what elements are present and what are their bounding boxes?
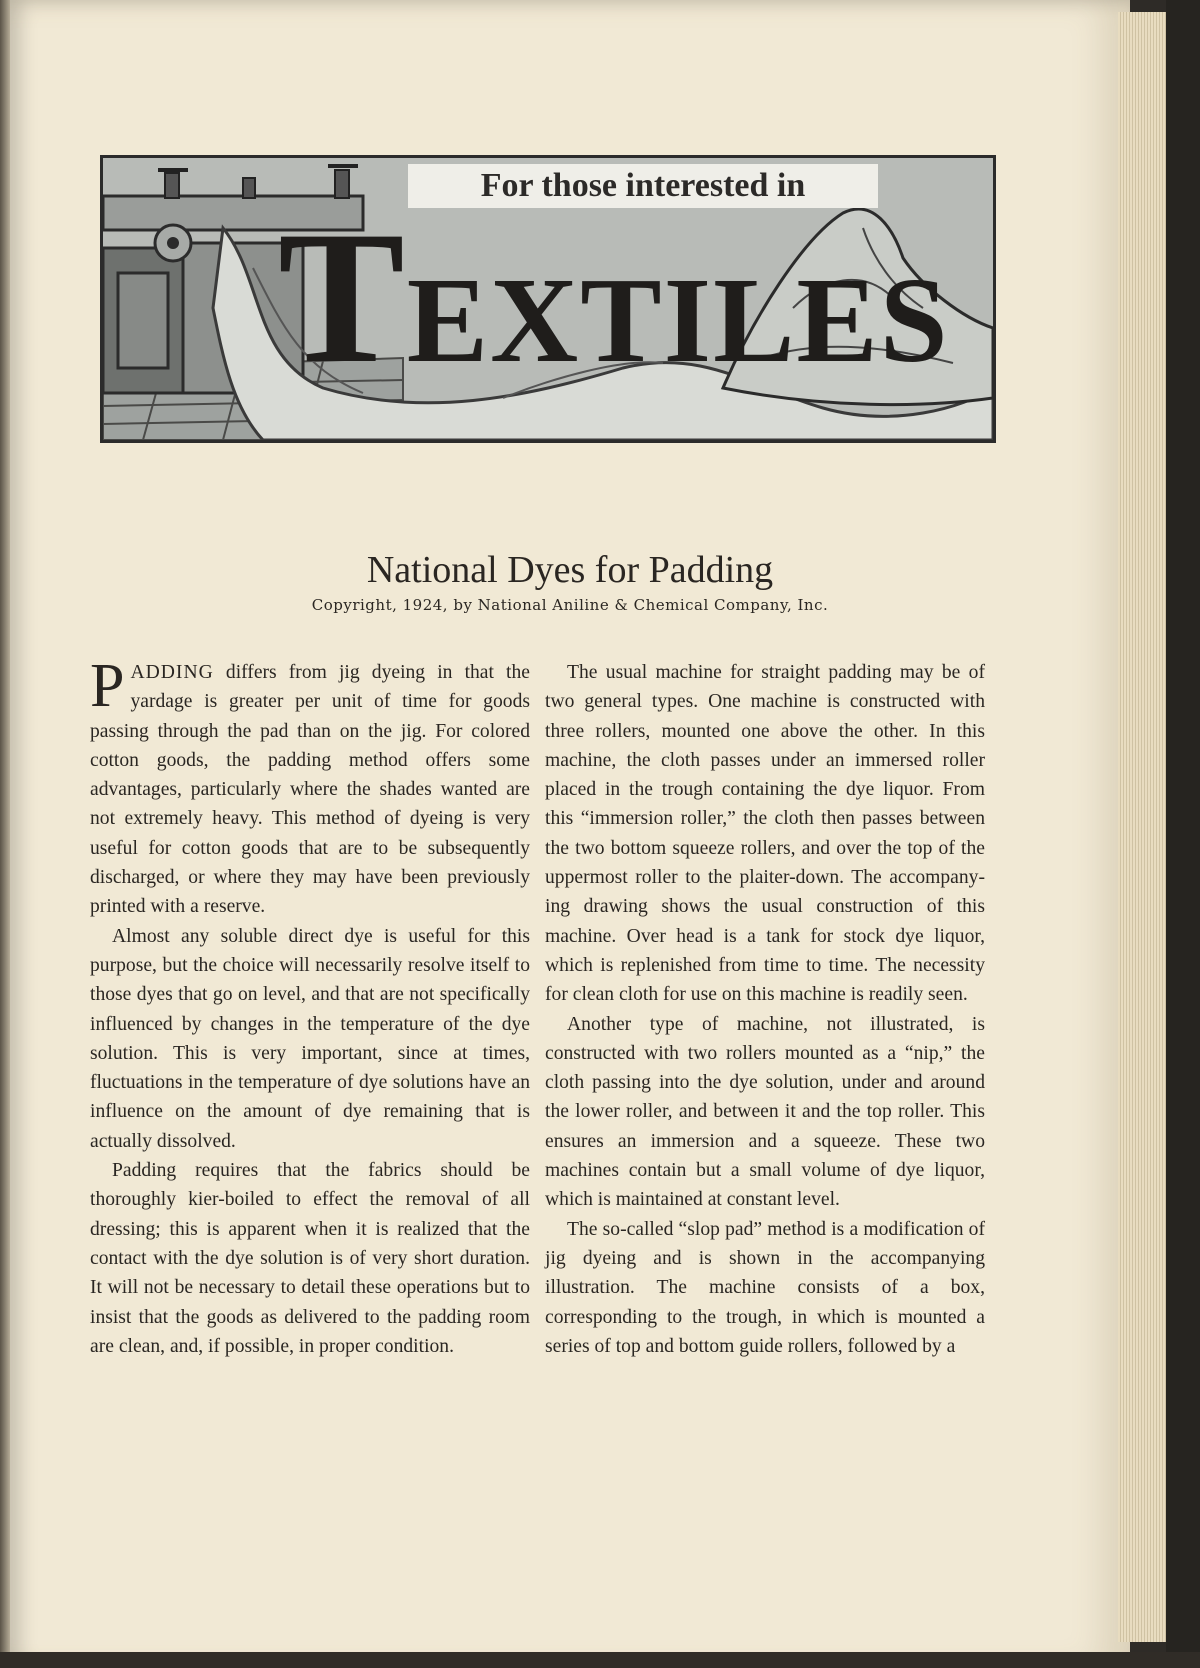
banner-tagline: For those interested in: [408, 164, 878, 208]
paragraph: Almost any soluble direct dye is useful for this purpose, but the choice will necessarily resolve itself to those dyes that go on level, and that are not specifically influenced by changes in the temperature of the dye solution. This is very important, since at times, fluctuations in the temperature of dye solutions have an influence on the amount of dye remaining that is actually dissolved.: [90, 925, 530, 1152]
paragraph: Padding requires that the fabrics should be thoroughly kier-boiled to effect the removal of all dressing; this is apparent when it is realized that the contact with the dye solution is of very short duration. It will not be necessary to detail these operations but to insist that the goods as delivered to the padding room are clean, and, if possible, in proper condition.: [90, 1160, 530, 1357]
paragraph: The usual machine for straight padding may be of two general types. One machine is constructed with three rollers, mounted one above the other. In this machine, the cloth passes under an immersed roller placed in the trough containing the dye liquor. From this “immersion roller,” the cloth then passes between the two bottom squeeze rollers, and over the top of the uppermost roller to the plaiter-down. The accompanying drawing shows the usual construction of this machine. Over head is a tank for stock dye liquor, which is replenished from time to time. The necessity for clean cloth for use on this machine is readily seen.: [545, 662, 985, 1006]
banner-title-rest: EXTILES: [406, 253, 950, 388]
article-title: National Dyes for Padding: [366, 549, 774, 591]
paragraph: [90, 652, 530, 922]
paragraph: The so-called “slop pad” method is a modification of jig dyeing and is shown in the accompanying illustration. The machine consists of a box, corresponding to the trough, in which is mounted a series of top and bottom guide rollers, followed by a: [545, 1218, 985, 1357]
drop-cap: P: [90, 652, 125, 720]
right-column: [545, 658, 985, 1361]
book-page: [10, 0, 1130, 1668]
textiles-banner: [100, 155, 996, 443]
paragraph: Another type of machine, not illustrated, is constructed with two rollers mounted as a “nip,” the cloth passing into the dye solution, under and around the lower roller, and between it and the top roller. This ensures an immersion and a squeeze. These two machines contain but a small volume of dye liquor, which is maintained at constant level.: [545, 1013, 985, 1211]
copyright-line: Copyright, 1924, by National Aniline & Chemical Company, Inc.: [311, 596, 829, 614]
page-edges: [1118, 12, 1166, 1642]
paragraph-text: differs from jig dyeing in that the yardage is greater per unit of time for goods passing through the pad than on the jig. For colored cotton goods, the padding method offers some advantages, particularly where the shades wanted are not extremely heavy. This method of dyeing is very useful for cotton goods that are to be subsequently discharged, or where they may have been previously printed with a reserve.: [90, 662, 530, 918]
banner-title: [278, 193, 996, 403]
book-cover-bottom: [0, 1652, 1200, 1668]
book-cover-edge: [1166, 0, 1200, 1668]
banner-title-initial: T: [278, 193, 407, 403]
lead-in-smallcaps: ADDING: [130, 662, 214, 683]
left-column: [90, 652, 530, 1361]
